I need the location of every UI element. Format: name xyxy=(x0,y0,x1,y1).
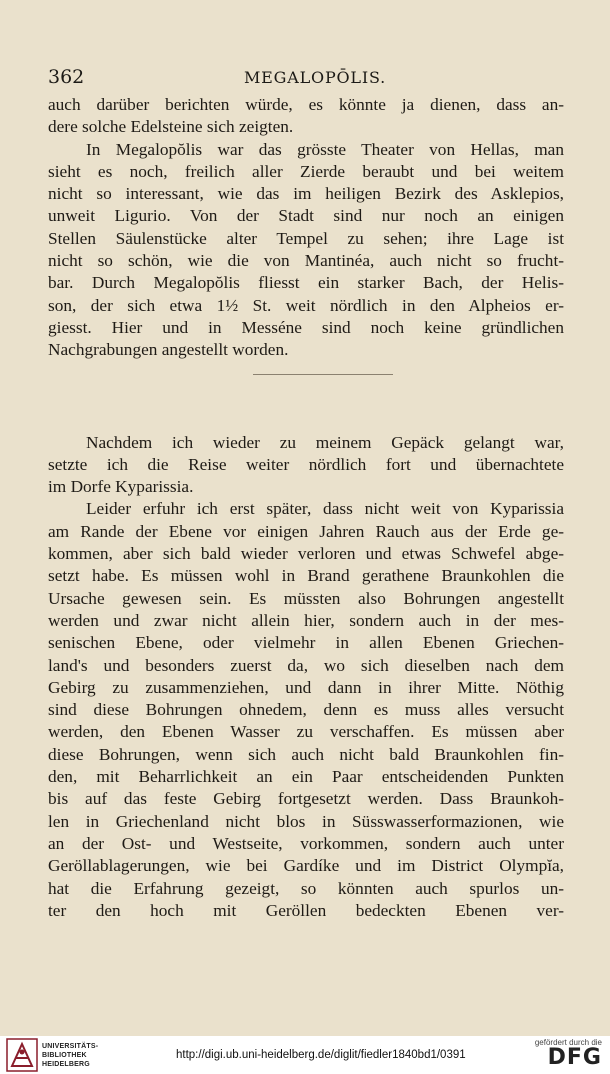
text-line: nicht so interessant, wie das im heiligen Bezirk des Asklepios, xyxy=(48,184,564,204)
paragraph xyxy=(48,498,564,922)
text-line: len in Griechenland nicht blos in Süsswasserformazionen, wie xyxy=(48,811,564,831)
sponsor-text: gefördert durch die xyxy=(534,1038,602,1047)
text-line: werden und zwar nicht allein hier, sondern auch in der mes- xyxy=(48,610,564,630)
text-line: den, mit Beharrlichkeit an ein Paar entscheidenden Punkten xyxy=(48,767,564,787)
page-number: 362 xyxy=(48,66,85,88)
text-line: setzt habe. Es müssen wohl in Brand gerathene Braunkohlen die xyxy=(48,566,564,586)
viewer-footer xyxy=(0,1036,610,1074)
text-line: am Rande der Ebene vor einigen Jahren Rauch aus der Erde ge- xyxy=(48,521,564,541)
dfg-wordmark: DFG xyxy=(547,1045,602,1070)
text-line: bis auf das feste Gebirg fortgesetzt werden. Dass Braunkoh- xyxy=(48,789,564,809)
text-line: sieht es noch, freilich aller Zierde beraubt und bei weitem xyxy=(48,161,564,181)
library-name-line: UNIVERSITÄTS- xyxy=(42,1043,99,1050)
section-separator xyxy=(48,362,564,432)
text-line: bar. Durch Megalopŏlis fliesst ein starker Bach, der Helis- xyxy=(48,273,564,293)
text-line: nicht so schön, wie die von Mantinéa, auch nicht so frucht- xyxy=(48,251,564,271)
dfg-logo[interactable] xyxy=(532,1038,602,1072)
text-line: an der Ost- und Westseite, vorkommen, sondern auch unter xyxy=(48,833,564,853)
paragraph xyxy=(48,94,564,139)
text-line: Ursache gewesen sein. Es müssten also Bohrungen angestellt xyxy=(48,588,564,608)
text-line: Stellen Säulenstücke alter Tempel zu sehen; ihre Lage ist xyxy=(48,228,564,248)
text-line: setzte ich die Reise weiter nördlich fort und übernachtete xyxy=(48,454,564,474)
text-line: ter den hoch mit Geröllen bedeckten Ebenen ver- xyxy=(48,900,564,920)
text-line: son, der sich etwa 1½ St. weit nördlich in den Alpheios er- xyxy=(48,295,564,315)
text-line: Leider erfuhr ich erst später, dass nicht weit von Kyparissia xyxy=(86,499,564,519)
text-line: dere solche Edelsteine sich zeigten. xyxy=(48,117,294,137)
text-line: Nachgrabungen angestellt worden. xyxy=(48,340,289,360)
library-name-line: HEIDELBERG xyxy=(42,1061,90,1068)
page-header xyxy=(48,66,562,90)
body-text xyxy=(48,94,564,922)
text-line: sind diese Bohrungen ohnedem, denn es muss alles versucht xyxy=(48,700,564,720)
text-line: hat die Erfahrung gezeigt, so könnten auch spurlos un- xyxy=(48,878,564,898)
university-library-logo[interactable] xyxy=(6,1038,126,1072)
text-line: kommen, aber sich bald wieder verloren und etwas Schwefel abge- xyxy=(48,544,564,564)
text-line: land's und besonders zuerst da, wo sich dieselben nach dem xyxy=(48,655,564,675)
text-line: Nachdem ich wieder zu meinem Gepäck gelangt war, xyxy=(86,432,564,452)
text-line: In Megalopŏlis war das grösste Theater von Hellas, man xyxy=(86,139,564,159)
text-line: werden, den Ebenen Wasser zu verschaffen. Es müssen aber xyxy=(48,722,564,742)
text-line: giesst. Hier und in Messéne sind noch keine gründlichen xyxy=(48,317,564,337)
text-line: senischen Ebene, oder vielmehr in allen Ebenen Griechen- xyxy=(48,633,564,653)
text-line: unweit Ligurio. Von der Stadt sind nur noch an einigen xyxy=(48,206,564,226)
paragraph xyxy=(48,432,564,499)
paragraph xyxy=(48,139,564,362)
running-title: MEGALOPŌLIS. xyxy=(244,68,387,87)
text-line: Geröllablagerungen, wie bei Gardíke und im District Olympĭa, xyxy=(48,856,564,876)
library-name xyxy=(42,1042,98,1069)
text-line: auch darüber berichten würde, es könnte ja dienen, dass an- xyxy=(48,95,564,114)
text-line: im Dorfe Kyparissia. xyxy=(48,477,194,497)
permalink-url[interactable]: http://digi.ub.uni-heidelberg.de/diglit/fiedler1840bd1/0391 xyxy=(176,1049,466,1061)
text-line: diese Bohrungen, wenn sich auch nicht bald Braunkohlen fin- xyxy=(48,744,564,764)
text-line: Gebirg zu zusammenziehen, und dann in ihrer Mitte. Nöthig xyxy=(48,677,564,697)
library-seal-icon xyxy=(6,1038,38,1072)
library-name-line: BIBLIOTHEK xyxy=(42,1052,87,1059)
separator-rule xyxy=(253,374,393,375)
